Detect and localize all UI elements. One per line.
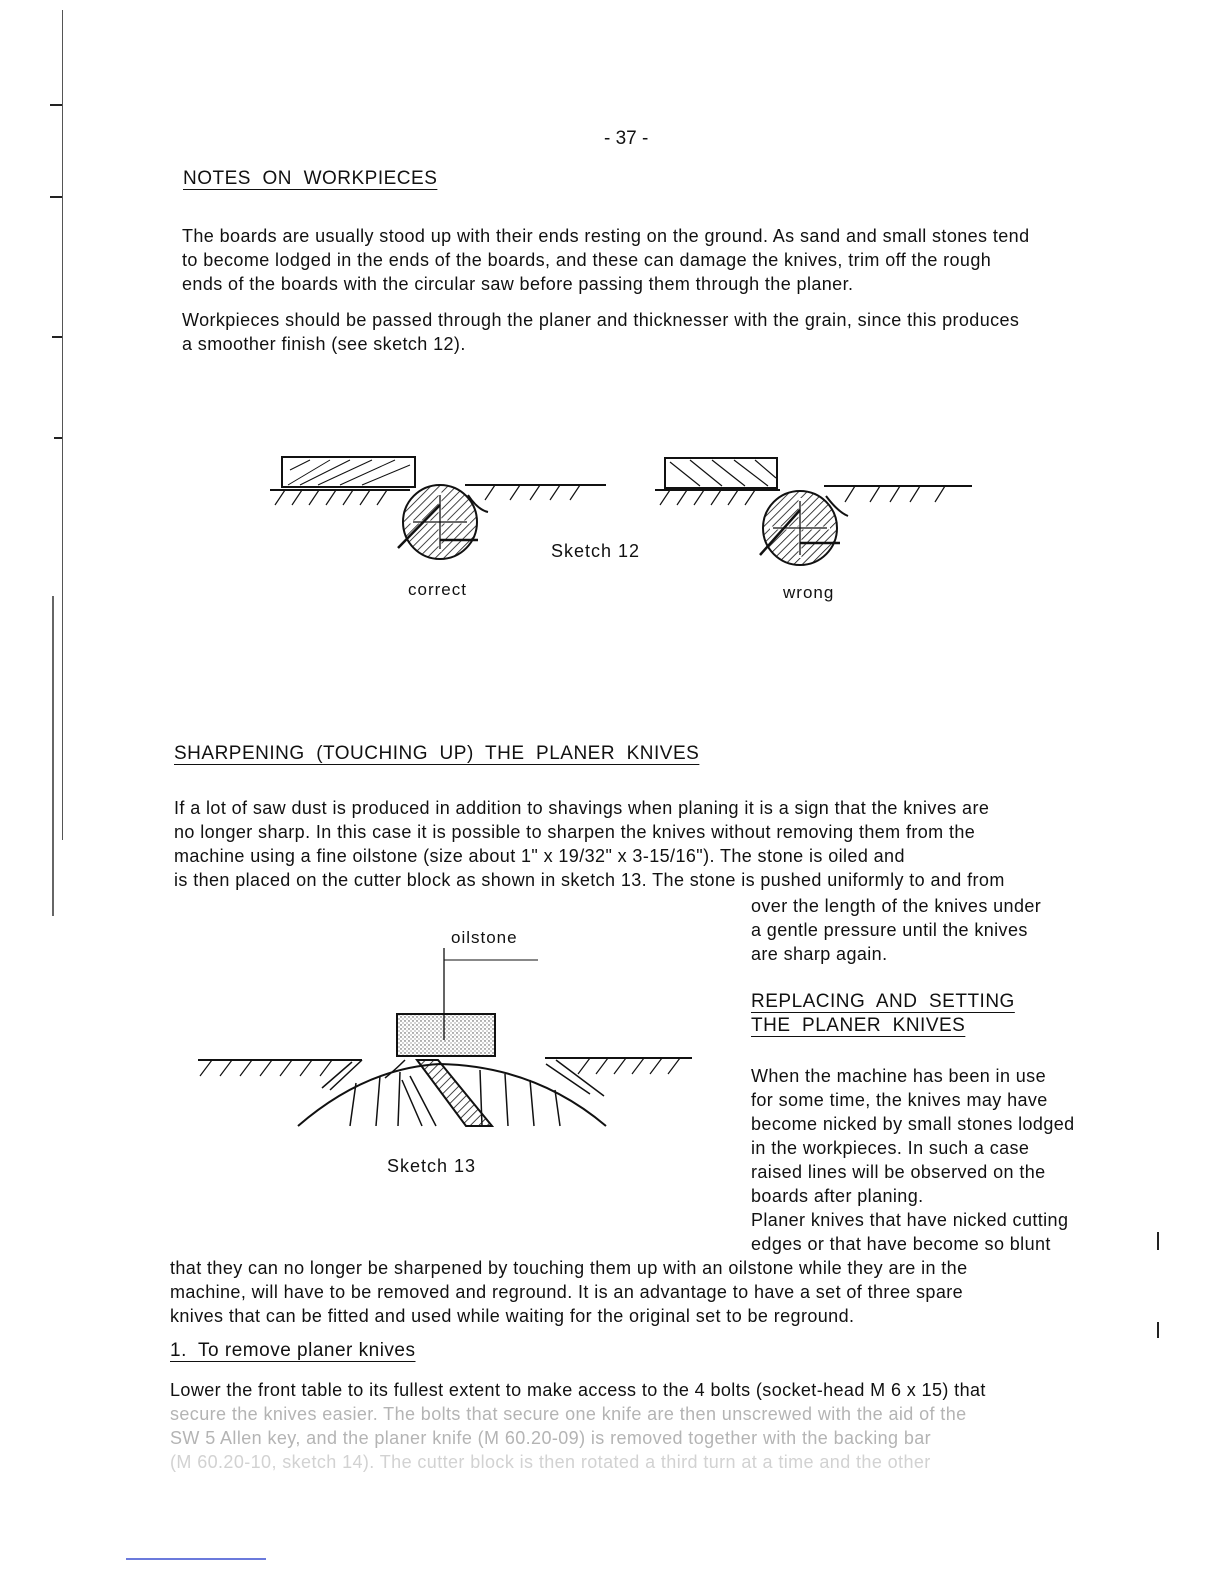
sketch-13-figure: [198, 948, 692, 1126]
text-line: to become lodged in the ends of the boards, and these can damage the knives, trim off the rough: [182, 250, 992, 270]
text-line: machine, will have to be removed and reground. It is an advantage to have a set of three spare: [170, 1282, 964, 1302]
sketch-12-caption: Sketch 12: [551, 541, 641, 561]
text-line: a smoother finish (see sketch 12).: [182, 334, 466, 354]
cutter-block-wrong: [760, 491, 848, 565]
text-line: Lower the front table to its fullest extent to make access to the 4 bolts (socket-head M 6 x 15) that: [170, 1380, 986, 1400]
outfeed-table-wrong: [824, 486, 972, 502]
text-line: for some time, the knives may have: [751, 1090, 1048, 1110]
text-line: knives that can be fitted and used while waiting for the original set to be reground.: [170, 1306, 855, 1326]
text-line: become nicked by small stones lodged: [751, 1114, 1075, 1134]
section-title-replacing: [751, 990, 1015, 1038]
paragraph-remove: [170, 1378, 986, 1474]
section-title-line: REPLACING AND SETTING: [751, 991, 1015, 1012]
text-line-faded: (M 60.20-10, sketch 14). The cutter block is then rotated a third turn at a time and the other: [170, 1452, 931, 1472]
text-line: edges or that have become so blunt: [751, 1234, 1051, 1254]
text-line: are sharp again.: [751, 944, 888, 964]
text-line: a gentle pressure until the knives: [751, 920, 1028, 940]
text-line: When the machine has been in use: [751, 1066, 1046, 1086]
paragraph-replacing: [170, 1256, 968, 1328]
text-line: The boards are usually stood up with their ends resting on the ground. As sand and small stones tend: [182, 226, 1030, 246]
outfeed-table-correct: [465, 485, 606, 500]
text-line: in the workpieces. In such a case: [751, 1138, 1030, 1158]
paragraph-replacing-right: [751, 1064, 1075, 1256]
label-oilstone: oilstone: [451, 928, 518, 947]
section-title-sharpening: SHARPENING (TOUCHING UP) THE PLANER KNIVES: [174, 743, 700, 764]
text-line-faded: secure the knives easier. The bolts that secure one knife are then unscrewed with the aid of the: [170, 1404, 967, 1424]
section-title-line: THE PLANER KNIVES: [751, 1015, 966, 1036]
section-title-workpieces: NOTES ON WORKPIECES: [183, 168, 438, 189]
text-line: machine using a fine oilstone (size about 1" x 19/32" x 3-15/16"). The stone is oiled and: [174, 846, 905, 866]
text-line: raised lines will be observed on the: [751, 1162, 1046, 1182]
text-line: is then placed on the cutter block as shown in sketch 13. The stone is pushed uniformly to and from: [174, 870, 1005, 890]
text-line: Planer knives that have nicked cutting: [751, 1210, 1069, 1230]
label-wrong: wrong: [783, 583, 835, 602]
sketch-13-caption: Sketch 13: [387, 1156, 477, 1176]
section-title-remove: 1. To remove planer knives: [170, 1340, 416, 1361]
text-line: no longer sharp. In this case it is possible to sharpen the knives without removing them from the: [174, 822, 976, 842]
board-correct: [270, 457, 415, 505]
board-wrong: [655, 458, 780, 505]
text-line: that they can no longer be sharpened by touching them up with an oilstone while they are in the: [170, 1258, 968, 1278]
text-line: ends of the boards with the circular saw before passing them through the planer.: [182, 274, 854, 294]
page-number: - 37 -: [604, 128, 649, 149]
paragraph-sharpening-right: [751, 894, 1041, 966]
text-line: boards after planing.: [751, 1186, 924, 1206]
label-correct: correct: [408, 580, 467, 599]
text-line-faded: SW 5 Allen key, and the planer knife (M 60.20-09) is removed together with the backing bar: [170, 1428, 932, 1448]
text-line: If a lot of saw dust is produced in addition to shavings when planing it is a sign that the knives are: [174, 798, 990, 818]
cutter-block-correct: [398, 485, 488, 559]
text-line: Workpieces should be passed through the planer and thicknesser with the grain, since this produces: [182, 310, 1020, 330]
text-line: over the length of the knives under: [751, 896, 1042, 916]
oilstone-block: [397, 1014, 495, 1056]
paragraph-sharpening: [174, 796, 1005, 892]
